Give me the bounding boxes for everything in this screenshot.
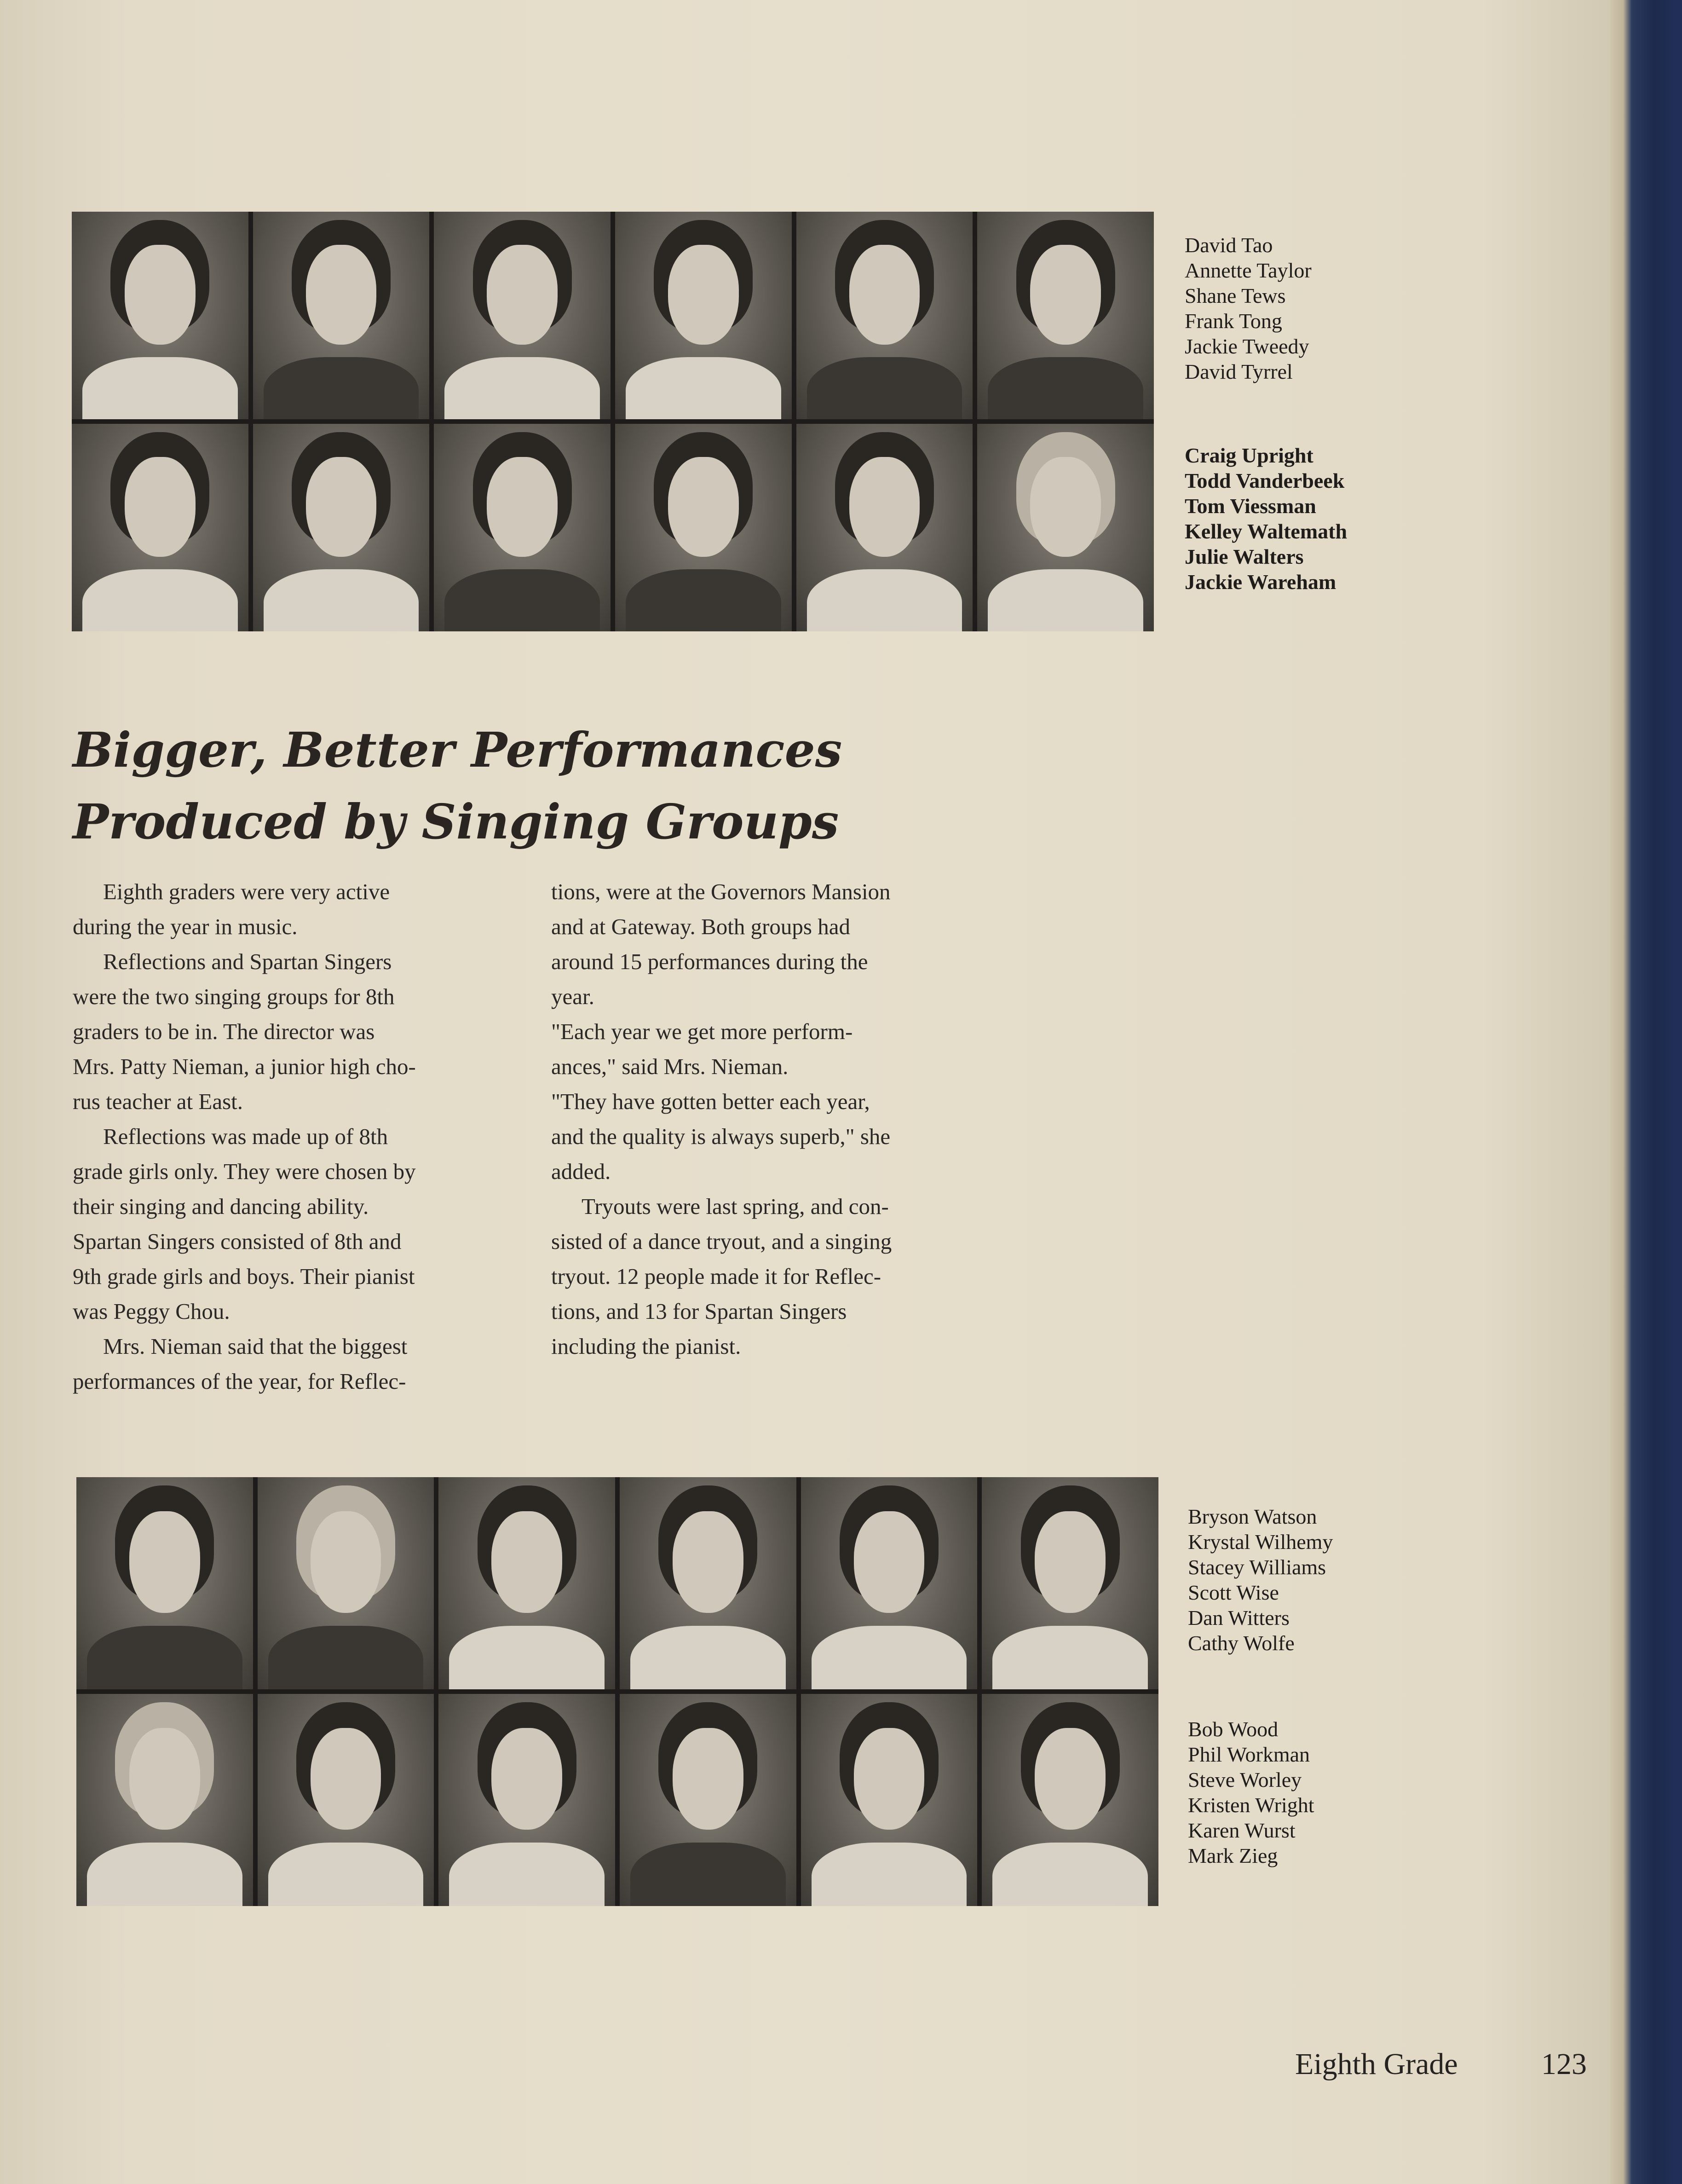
- headline-line: Produced by Singing Groups: [73, 793, 839, 850]
- body-line: and the quality is always superb," she: [551, 1124, 891, 1149]
- portrait-photo: [620, 1477, 796, 1689]
- student-name: Dan Witters: [1188, 1606, 1290, 1629]
- student-name: Bob Wood: [1188, 1717, 1279, 1741]
- portrait-photo: [438, 1694, 615, 1906]
- body-line: grade girls only. They were chosen by: [73, 1159, 416, 1184]
- portrait-photo: [801, 1477, 978, 1689]
- student-name: Kelley Waltemath: [1185, 520, 1348, 543]
- book-spine: [1610, 0, 1682, 2184]
- body-line: ances," said Mrs. Nieman.: [551, 1054, 789, 1079]
- portrait-grid-bottom: [76, 1477, 1158, 1906]
- name-list-top-row2: [1185, 443, 1347, 595]
- page-number: 123: [1541, 2047, 1587, 2081]
- student-name: Kristen Wright: [1188, 1793, 1314, 1817]
- portrait-photo: [615, 424, 792, 631]
- student-name: Stacey Williams: [1188, 1555, 1326, 1579]
- footer-section-title: Eighth Grade: [1295, 2047, 1458, 2081]
- portrait-photo: [801, 1694, 978, 1906]
- portrait-photo: [258, 1694, 434, 1906]
- body-line: including the pianist.: [551, 1334, 741, 1359]
- body-line: graders to be in. The director was: [73, 1019, 375, 1044]
- body-line: "They have gotten better each year,: [551, 1089, 870, 1114]
- student-name: Mark Zieg: [1188, 1844, 1278, 1867]
- student-name: Frank Tong: [1185, 309, 1282, 333]
- body-line: their singing and dancing ability.: [73, 1194, 369, 1219]
- portrait-photo: [620, 1694, 796, 1906]
- body-line: Reflections and Spartan Singers: [103, 949, 392, 974]
- student-name: David Tao: [1185, 233, 1273, 257]
- portrait-photo: [434, 212, 611, 419]
- body-line: were the two singing groups for 8th: [73, 984, 395, 1009]
- portrait-photo: [253, 212, 430, 419]
- body-line: tryout. 12 people made it for Reflec-: [551, 1264, 881, 1289]
- body-line: and at Gateway. Both groups had: [551, 914, 850, 939]
- name-list-top-row1: [1185, 232, 1312, 384]
- body-line: sisted of a dance tryout, and a singing: [551, 1229, 892, 1254]
- student-name: Karen Wurst: [1188, 1819, 1296, 1842]
- portrait-photo: [72, 424, 248, 631]
- body-line: performances of the year, for Reflec-: [73, 1369, 406, 1394]
- portrait-grid-top: [72, 212, 1154, 631]
- article-column-2: [551, 874, 993, 1364]
- portrait-photo: [982, 1477, 1158, 1689]
- name-list-bottom-row1: [1188, 1504, 1333, 1656]
- student-name: Bryson Watson: [1188, 1505, 1317, 1528]
- student-name: Tom Viessman: [1185, 494, 1316, 518]
- body-line: year.: [551, 984, 594, 1009]
- student-name: Krystal Wilhemy: [1188, 1530, 1333, 1554]
- portrait-photo: [258, 1477, 434, 1689]
- student-name: Scott Wise: [1188, 1581, 1279, 1604]
- body-line: Mrs. Patty Nieman, a junior high cho-: [73, 1054, 416, 1079]
- body-line: during the year in music.: [73, 914, 298, 939]
- student-name: Cathy Wolfe: [1188, 1631, 1295, 1655]
- portrait-photo: [615, 212, 792, 419]
- student-name: Todd Vanderbeek: [1185, 469, 1345, 492]
- article-column-1: [73, 874, 514, 1399]
- portrait-photo: [76, 1694, 253, 1906]
- student-name: Craig Upright: [1185, 444, 1313, 467]
- body-line: Mrs. Nieman said that the biggest: [103, 1334, 408, 1359]
- student-name: Jackie Tweedy: [1185, 335, 1309, 358]
- name-list-bottom-row2: [1188, 1716, 1314, 1868]
- body-line: tions, were at the Governors Mansion: [551, 879, 891, 904]
- portrait-photo: [977, 424, 1154, 631]
- portrait-photo: [796, 212, 973, 419]
- student-name: Phil Workman: [1188, 1743, 1310, 1766]
- body-line: tions, and 13 for Spartan Singers: [551, 1299, 847, 1324]
- body-line: added.: [551, 1159, 611, 1184]
- body-line: "Each year we get more perform-: [551, 1019, 853, 1044]
- student-name: Jackie Wareham: [1185, 570, 1336, 594]
- body-line: rus teacher at East.: [73, 1089, 243, 1114]
- body-line: Eighth graders were very active: [103, 879, 390, 904]
- portrait-photo: [434, 424, 611, 631]
- student-name: Steve Worley: [1188, 1768, 1302, 1791]
- portrait-photo: [72, 212, 248, 419]
- headline-line: Bigger, Better Performances: [73, 722, 842, 778]
- article-headline: [73, 714, 1085, 858]
- body-line: Spartan Singers consisted of 8th and: [73, 1229, 402, 1254]
- student-name: Annette Taylor: [1185, 259, 1312, 282]
- student-name: Shane Tews: [1185, 284, 1286, 307]
- portrait-photo: [76, 1477, 253, 1689]
- student-name: David Tyrrel: [1185, 360, 1293, 383]
- body-line: was Peggy Chou.: [73, 1299, 230, 1324]
- body-line: Tryouts were last spring, and con-: [582, 1194, 889, 1219]
- portrait-photo: [253, 424, 430, 631]
- student-name: Julie Walters: [1185, 545, 1304, 568]
- body-line: Reflections was made up of 8th: [103, 1124, 388, 1149]
- portrait-photo: [796, 424, 973, 631]
- body-line: 9th grade girls and boys. Their pianist: [73, 1264, 415, 1289]
- portrait-photo: [977, 212, 1154, 419]
- portrait-photo: [438, 1477, 615, 1689]
- body-line: around 15 performances during the: [551, 949, 868, 974]
- portrait-photo: [982, 1694, 1158, 1906]
